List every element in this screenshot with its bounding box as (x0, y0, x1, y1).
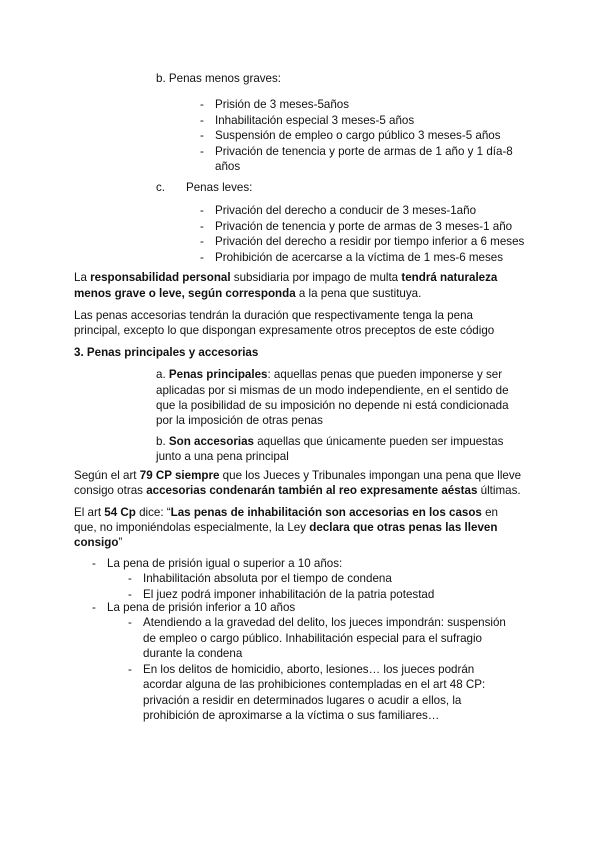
menos-graves-heading: b. Penas menos graves: (156, 72, 282, 85)
art79-line-2: consigo otras accesorias condenarán también al reo expresamente aéstas últimas. (74, 484, 521, 497)
art54-line-1: El art 54 Cp dice: “Las penas de inhabilitación son accesorias en los casos en (74, 506, 499, 519)
def-b-line-1: b. Son accesorias aquellas que únicamente pueden ser impuestas (156, 435, 504, 448)
list-item: - Privación de tenencia y porte de armas de 3 meses-1 año (200, 219, 524, 235)
list-item: - Prohibición de acercarse a la víctima de 1 mes-6 meses (200, 250, 524, 266)
art54-line-3: consigo” (74, 536, 123, 549)
def-a-line-4: por la imposición de otras penas (156, 414, 323, 427)
prison-sublist-1 (128, 571, 434, 602)
list-item: - La pena de prisión inferior a 10 años (92, 600, 295, 616)
art79-line-1: Según el art 79 CP siempre que los Jueces y Tribunales impongan una pena que lleve (74, 469, 522, 482)
responsabilidad-line-2: menos grave o leve, según corresponda a la pena que sustituya. (74, 287, 422, 300)
list-item: - Inhabilitación especial 3 meses-5 años (200, 113, 513, 129)
list-item: - El juez podrá imponer inhabilitación de la patria potestad (128, 587, 434, 603)
def-a-line-2: aplicadas por si mismas de un modo independiente, en el sentido de (156, 384, 509, 397)
accesorias-duracion-line-1: Las penas accesorias tendrán la duración que respectivamente tenga la pena (74, 309, 473, 322)
art54-line-2: que, no imponiéndolas especialmente, la Ley declara que otras penas las lleven (74, 521, 498, 534)
list-item: - La pena de prisión igual o superior a 10 años: (92, 556, 342, 572)
def-b-line-2: junto a una pena principal (156, 450, 289, 463)
accesorias-duracion-line-2: principal, excepto lo que dispongan expresamente otros preceptos de este código (74, 324, 495, 337)
list-item: - Privación del derecho a conducir de 3 meses-1año (200, 203, 524, 219)
list-item: - Privación de tenencia y porte de armas de 1 año y 1 día-8 años (200, 144, 513, 175)
def-a-line-3: que la posibilidad de su imposición no depende ni está condicionada (156, 399, 509, 412)
list-item: - Atendiendo a la gravedad del delito, los jueces impondrán: suspensión de empleo o cargo público. Inhabilitación especial para el sufragio durante la condena (128, 615, 506, 662)
list-item: - Inhabilitación absoluta por el tiempo de condena (128, 571, 434, 587)
leves-list (200, 203, 524, 265)
list-item: - Prisión de 3 meses-5años (200, 97, 513, 113)
def-a-line-1: a. Penas principales: aquellas penas que pueden imponerse y ser (156, 368, 503, 381)
leves-label: c. (156, 181, 166, 194)
prison-sublist-2 (128, 615, 506, 724)
responsabilidad-line-1: La responsabilidad personal subsidiaria por impago de multa tendrá naturaleza (74, 271, 498, 284)
list-item: - Suspensión de empleo o cargo público 3 meses-5 años (200, 128, 513, 144)
section-3-title: 3. Penas principales y accesorias (74, 346, 259, 359)
list-item: - Privación del derecho a residir por tiempo inferior a 6 meses (200, 234, 524, 250)
list-item: - En los delitos de homicidio, aborto, lesiones… los jueces podrán acordar alguna de las prohibiciones contempladas en el art 48 CP: privación a residir en determinados lugares o acudir a ellos, la prohibición de aproximarse a la víctima o sus familiares… (128, 662, 506, 724)
prison-list-2 (92, 600, 295, 616)
leves-heading: Penas leves: (186, 181, 253, 194)
menos-graves-list (200, 97, 513, 175)
prison-list-1 (92, 556, 342, 572)
